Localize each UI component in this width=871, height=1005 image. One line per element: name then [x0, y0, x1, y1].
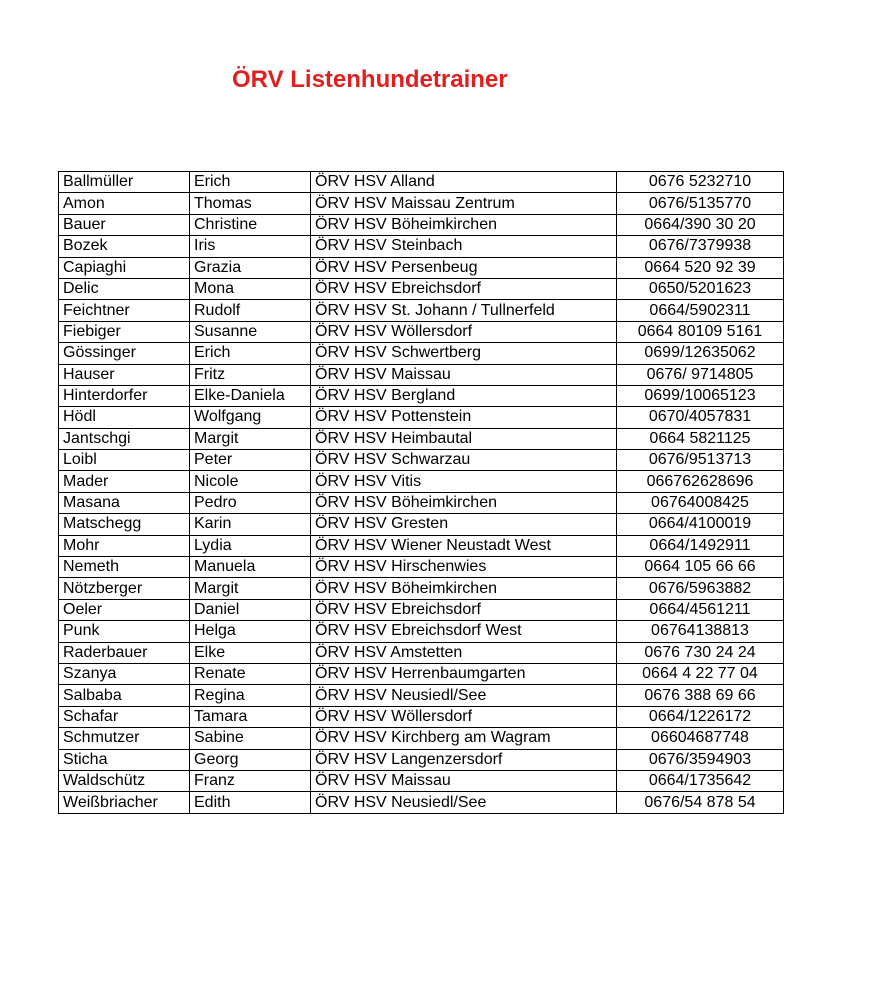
cell-first-name: Erich: [190, 343, 311, 364]
table-row: [59, 364, 784, 385]
cell-first-name: Helga: [190, 621, 311, 642]
cell-phone: 0664/1492911: [617, 535, 784, 556]
table-row: [59, 599, 784, 620]
cell-phone: 0664/4561211: [617, 599, 784, 620]
table-row: [59, 749, 784, 770]
cell-phone: 0699/10065123: [617, 385, 784, 406]
cell-first-name: Erich: [190, 172, 311, 193]
cell-first-name: Susanne: [190, 321, 311, 342]
cell-phone: 0676/9513713: [617, 450, 784, 471]
cell-first-name: Karin: [190, 514, 311, 535]
cell-club: ÖRV HSV Schwarzau: [311, 450, 617, 471]
table-row: [59, 578, 784, 599]
table-row: [59, 300, 784, 321]
cell-club: ÖRV HSV Neusiedl/See: [311, 792, 617, 813]
cell-club: ÖRV HSV Schwertberg: [311, 343, 617, 364]
cell-phone: 0670/4057831: [617, 407, 784, 428]
cell-phone: 0664/5902311: [617, 300, 784, 321]
table-row: [59, 728, 784, 749]
cell-last-name: Capiaghi: [59, 257, 190, 278]
cell-phone: 0664 105 66 66: [617, 557, 784, 578]
cell-phone: 0664/4100019: [617, 514, 784, 535]
cell-club: ÖRV HSV Vitis: [311, 471, 617, 492]
table-row: [59, 214, 784, 235]
cell-first-name: Thomas: [190, 193, 311, 214]
cell-phone: 06764138813: [617, 621, 784, 642]
table-row: [59, 193, 784, 214]
cell-club: ÖRV HSV Böheimkirchen: [311, 578, 617, 599]
cell-phone: 0676/54 878 54: [617, 792, 784, 813]
cell-club: ÖRV HSV Herrenbaumgarten: [311, 663, 617, 684]
cell-last-name: Schafar: [59, 706, 190, 727]
cell-phone: 0676 730 24 24: [617, 642, 784, 663]
page-title: ÖRV Listenhundetrainer: [232, 66, 508, 93]
table-row: [59, 236, 784, 257]
cell-club: ÖRV HSV Kirchberg am Wagram: [311, 728, 617, 749]
cell-phone: 0676 5232710: [617, 172, 784, 193]
cell-club: ÖRV HSV Böheimkirchen: [311, 214, 617, 235]
cell-last-name: Jantschgi: [59, 428, 190, 449]
table-row: [59, 557, 784, 578]
cell-last-name: Weißbriacher: [59, 792, 190, 813]
cell-last-name: Ballmüller: [59, 172, 190, 193]
cell-phone: 066762628696: [617, 471, 784, 492]
cell-last-name: Waldschütz: [59, 770, 190, 791]
table-row: [59, 792, 784, 813]
cell-club: ÖRV HSV Hirschenwies: [311, 557, 617, 578]
cell-phone: 0664 520 92 39: [617, 257, 784, 278]
cell-club: ÖRV HSV Wiener Neustadt West: [311, 535, 617, 556]
cell-phone: 0650/5201623: [617, 278, 784, 299]
cell-club: ÖRV HSV Alland: [311, 172, 617, 193]
cell-last-name: Gössinger: [59, 343, 190, 364]
cell-first-name: Margit: [190, 578, 311, 599]
table-row: [59, 471, 784, 492]
cell-club: ÖRV HSV Böheimkirchen: [311, 492, 617, 513]
cell-last-name: Masana: [59, 492, 190, 513]
table-row: [59, 278, 784, 299]
cell-last-name: Bozek: [59, 236, 190, 257]
cell-last-name: Bauer: [59, 214, 190, 235]
cell-last-name: Schmutzer: [59, 728, 190, 749]
cell-club: ÖRV HSV Wöllersdorf: [311, 706, 617, 727]
cell-first-name: Elke-Daniela: [190, 385, 311, 406]
table-row: [59, 514, 784, 535]
table-row: [59, 428, 784, 449]
cell-club: ÖRV HSV St. Johann / Tullnerfeld: [311, 300, 617, 321]
table-row: [59, 257, 784, 278]
trainer-table: [58, 171, 784, 814]
cell-first-name: Nicole: [190, 471, 311, 492]
cell-club: ÖRV HSV Ebreichsdorf: [311, 278, 617, 299]
table-row: [59, 706, 784, 727]
table-row: [59, 172, 784, 193]
table-body: [59, 172, 784, 814]
cell-first-name: Fritz: [190, 364, 311, 385]
cell-first-name: Rudolf: [190, 300, 311, 321]
table-row: [59, 770, 784, 791]
cell-last-name: Matschegg: [59, 514, 190, 535]
table-row: [59, 407, 784, 428]
cell-club: ÖRV HSV Steinbach: [311, 236, 617, 257]
cell-phone: 06604687748: [617, 728, 784, 749]
cell-last-name: Feichtner: [59, 300, 190, 321]
cell-last-name: Hinterdorfer: [59, 385, 190, 406]
cell-last-name: Fiebiger: [59, 321, 190, 342]
cell-club: ÖRV HSV Ebreichsdorf: [311, 599, 617, 620]
cell-last-name: Nötzberger: [59, 578, 190, 599]
cell-phone: 0676 388 69 66: [617, 685, 784, 706]
table-row: [59, 385, 784, 406]
cell-phone: 0664/390 30 20: [617, 214, 784, 235]
cell-first-name: Peter: [190, 450, 311, 471]
cell-club: ÖRV HSV Maissau: [311, 770, 617, 791]
cell-phone: 0664/1226172: [617, 706, 784, 727]
cell-first-name: Daniel: [190, 599, 311, 620]
cell-first-name: Georg: [190, 749, 311, 770]
cell-first-name: Tamara: [190, 706, 311, 727]
cell-first-name: Wolfgang: [190, 407, 311, 428]
cell-first-name: Pedro: [190, 492, 311, 513]
cell-first-name: Franz: [190, 770, 311, 791]
cell-first-name: Lydia: [190, 535, 311, 556]
cell-first-name: Renate: [190, 663, 311, 684]
table-row: [59, 663, 784, 684]
cell-first-name: Margit: [190, 428, 311, 449]
cell-first-name: Mona: [190, 278, 311, 299]
cell-phone: 0676/3594903: [617, 749, 784, 770]
cell-last-name: Punk: [59, 621, 190, 642]
cell-club: ÖRV HSV Heimbautal: [311, 428, 617, 449]
table-row: [59, 535, 784, 556]
cell-first-name: Regina: [190, 685, 311, 706]
cell-last-name: Hauser: [59, 364, 190, 385]
table-row: [59, 492, 784, 513]
cell-club: ÖRV HSV Gresten: [311, 514, 617, 535]
table-row: [59, 343, 784, 364]
cell-club: ÖRV HSV Pottenstein: [311, 407, 617, 428]
cell-last-name: Mohr: [59, 535, 190, 556]
cell-first-name: Edith: [190, 792, 311, 813]
table-row: [59, 685, 784, 706]
cell-first-name: Elke: [190, 642, 311, 663]
cell-first-name: Christine: [190, 214, 311, 235]
cell-last-name: Amon: [59, 193, 190, 214]
cell-phone: 0699/12635062: [617, 343, 784, 364]
cell-club: ÖRV HSV Maissau: [311, 364, 617, 385]
cell-club: ÖRV HSV Bergland: [311, 385, 617, 406]
table-row: [59, 642, 784, 663]
cell-phone: 0676/5135770: [617, 193, 784, 214]
cell-first-name: Sabine: [190, 728, 311, 749]
cell-club: ÖRV HSV Amstetten: [311, 642, 617, 663]
cell-first-name: Grazia: [190, 257, 311, 278]
cell-phone: 0664/1735642: [617, 770, 784, 791]
cell-last-name: Szanya: [59, 663, 190, 684]
table-row: [59, 450, 784, 471]
cell-club: ÖRV HSV Maissau Zentrum: [311, 193, 617, 214]
cell-last-name: Raderbauer: [59, 642, 190, 663]
cell-last-name: Sticha: [59, 749, 190, 770]
cell-last-name: Nemeth: [59, 557, 190, 578]
cell-first-name: Iris: [190, 236, 311, 257]
cell-phone: 0676/5963882: [617, 578, 784, 599]
cell-phone: 06764008425: [617, 492, 784, 513]
cell-last-name: Hödl: [59, 407, 190, 428]
cell-last-name: Mader: [59, 471, 190, 492]
cell-phone: 0664 5821125: [617, 428, 784, 449]
cell-phone: 0664 80109 5161: [617, 321, 784, 342]
cell-phone: 0664 4 22 77 04: [617, 663, 784, 684]
cell-club: ÖRV HSV Langenzersdorf: [311, 749, 617, 770]
cell-first-name: Manuela: [190, 557, 311, 578]
cell-last-name: Loibl: [59, 450, 190, 471]
cell-club: ÖRV HSV Neusiedl/See: [311, 685, 617, 706]
cell-club: ÖRV HSV Ebreichsdorf West: [311, 621, 617, 642]
table-row: [59, 321, 784, 342]
cell-club: ÖRV HSV Wöllersdorf: [311, 321, 617, 342]
cell-last-name: Delic: [59, 278, 190, 299]
table-row: [59, 621, 784, 642]
cell-phone: 0676/7379938: [617, 236, 784, 257]
cell-phone: 0676/ 9714805: [617, 364, 784, 385]
cell-last-name: Salbaba: [59, 685, 190, 706]
cell-last-name: Oeler: [59, 599, 190, 620]
cell-club: ÖRV HSV Persenbeug: [311, 257, 617, 278]
